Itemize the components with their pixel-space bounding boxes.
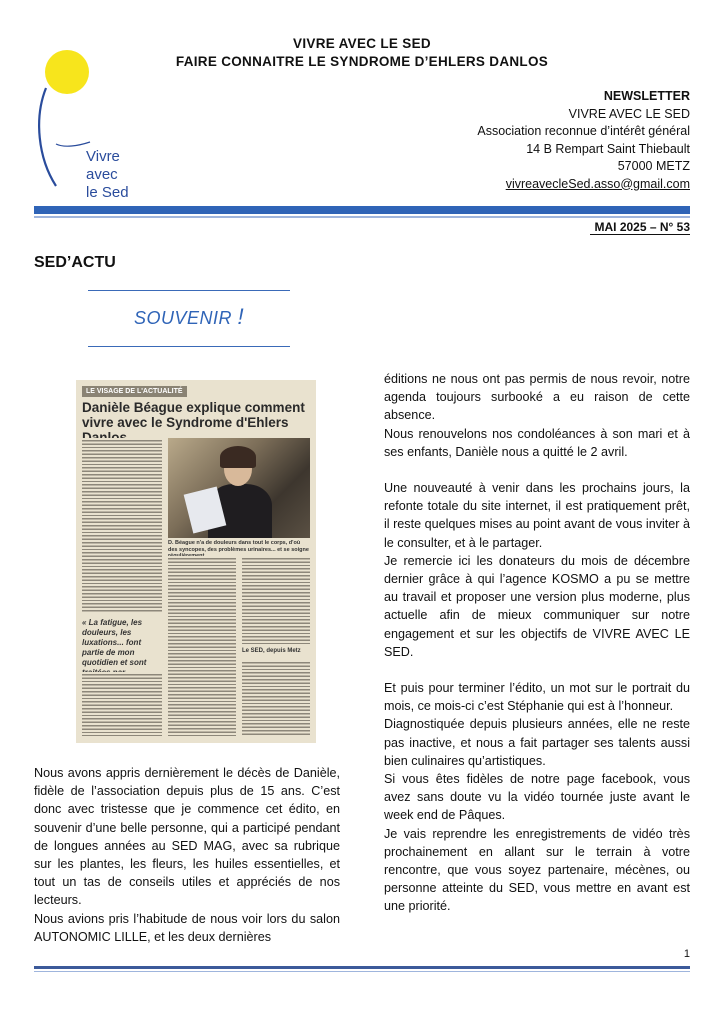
header-rule bbox=[34, 206, 690, 214]
email-link[interactable]: vivreavecleSed.asso@gmail.com bbox=[505, 176, 690, 191]
clipping-quote: « La fatigue, les douleurs, les luxations... font partie de mon quotidien et sont bbox=[82, 618, 147, 667]
paragraph: Diagnostiquée depuis plusieurs années, elle ne reste pas inactive, et nous a fait partager ses talents aussi bien culinaires qu’artistiques. bbox=[384, 717, 690, 768]
logo-line-1: Vivre avec bbox=[86, 148, 120, 183]
clipping-text-column-5 bbox=[82, 672, 162, 736]
clipping-headline: Danièle Béague explique comment vivre avec le Syndrome d'Ehlers bbox=[82, 400, 305, 430]
section-title: SED’ACTU bbox=[34, 254, 116, 271]
left-column-text bbox=[34, 764, 340, 946]
logo-text bbox=[86, 148, 144, 202]
right-column-text bbox=[384, 370, 690, 916]
clipping-caption: D. Béague n'a de douleurs dans tout le corps, d'où des syncopes, des problèmes urinaires... et se soigne bbox=[168, 540, 309, 553]
article-title bbox=[134, 304, 244, 330]
org-status: Association reconnue d’intérêt général bbox=[477, 124, 690, 138]
paragraph: Nous avions pris l’habitude de nous voir lors du salon AUTONOMIC LILLE, et les deux dernières bbox=[34, 911, 340, 944]
photo-person-hair bbox=[220, 446, 256, 468]
clipping-subhead: Le SED, depuis Metz bbox=[242, 648, 301, 654]
paragraph: Nous renouvelons nos condoléances à son mari et à ses enfants, Danièle nous a quitté le 2 avril. bbox=[384, 426, 690, 459]
org-street: 14 B Rempart Saint Thiebault bbox=[526, 141, 690, 156]
newspaper-clipping-image bbox=[76, 380, 316, 743]
issue-number: MAI 2025 – N° 53 bbox=[594, 220, 690, 234]
paragraph: Je remercie ici les donateurs du mois de décembre dernier grâce à qui l’agence KOSMO a pu se mettre au travail et proposer une version plus moderne, plus actuelle afin de mieux communiquer sur notre engagement et sur les objectifs de VIVRE AVEC LE SED. bbox=[384, 553, 690, 659]
header-rule-thin bbox=[34, 216, 690, 218]
article-title-text: SOUVENIR bbox=[134, 308, 233, 328]
footer-rule-thin bbox=[34, 971, 690, 972]
clipping-photo bbox=[168, 438, 310, 538]
clipping-text-column-2 bbox=[168, 556, 236, 736]
paragraph: éditions ne nous ont pas permis de nous revoir, notre agenda toujours surbooké a eu raison de cette absence. bbox=[384, 372, 690, 423]
clipping-text-column-3 bbox=[242, 556, 310, 644]
paragraph: Nous avons appris dernièrement le décès de Danièle, fidèle de l’association depuis plus de 15 ans. C’est donc avec tristesse que je commence cet édito, en souvenir d’une belle personne, qui a participé pendant de longues années au SED MAG, avec sa rubrique sur les plantes, les fleurs, les huiles essentielles, et tout un tas de conseils utiles et appréciés de nos lecteurs. bbox=[34, 766, 340, 908]
header-title-line2: FAIRE CONNAITRE LE SYNDROME D’EHLERS DANLOS bbox=[175, 54, 549, 69]
address-block bbox=[477, 88, 690, 193]
clipping-text-column-1 bbox=[82, 438, 162, 612]
paragraph: Une nouveauté à venir dans les prochains jours, la refonte totale du site internet, il est pratiquement prêt, il reste quelques mises au point avant de vous inviter à le consulter, et à le partager. bbox=[384, 481, 690, 550]
footer-rule bbox=[34, 966, 690, 969]
paragraph: Si vous êtes fidèles de notre page facebook, vous avez sans doute vu la vidéo tournée juste avant le week end de Pâques. bbox=[384, 772, 690, 823]
clipping-tag: LE VISAGE DE L'ACTUALITÉ bbox=[82, 386, 187, 397]
org-city: 57000 METZ bbox=[617, 159, 690, 173]
newsletter-label: NEWSLETTER bbox=[603, 89, 690, 103]
association-logo bbox=[34, 48, 144, 201]
org-name: VIVRE AVEC LE SED bbox=[568, 106, 690, 121]
issue-underline bbox=[590, 234, 690, 235]
clipping-text-column-4 bbox=[242, 660, 310, 736]
article-title-mark: ! bbox=[237, 304, 245, 329]
title-rule-bottom bbox=[88, 346, 290, 347]
page-number: 1 bbox=[683, 948, 690, 960]
paragraph: Je vais reprendre les enregistrements de vidéo très prochainement en allant sur le terrain à votre rencontre, que vous soyez partenaire, mécènes, ou personne atteinte du SED, vous mettre en avant est une priorité. bbox=[384, 826, 690, 914]
paragraph: Et puis pour terminer l’édito, un mot sur le portrait du mois, ce mois-ci c’est Stéphanie qui est à l’honneur. bbox=[384, 681, 690, 714]
title-rule-top bbox=[88, 290, 290, 291]
logo-line-2: le Sed bbox=[86, 184, 129, 201]
header-title-line1: VIVRE AVEC LE SED bbox=[293, 36, 431, 51]
